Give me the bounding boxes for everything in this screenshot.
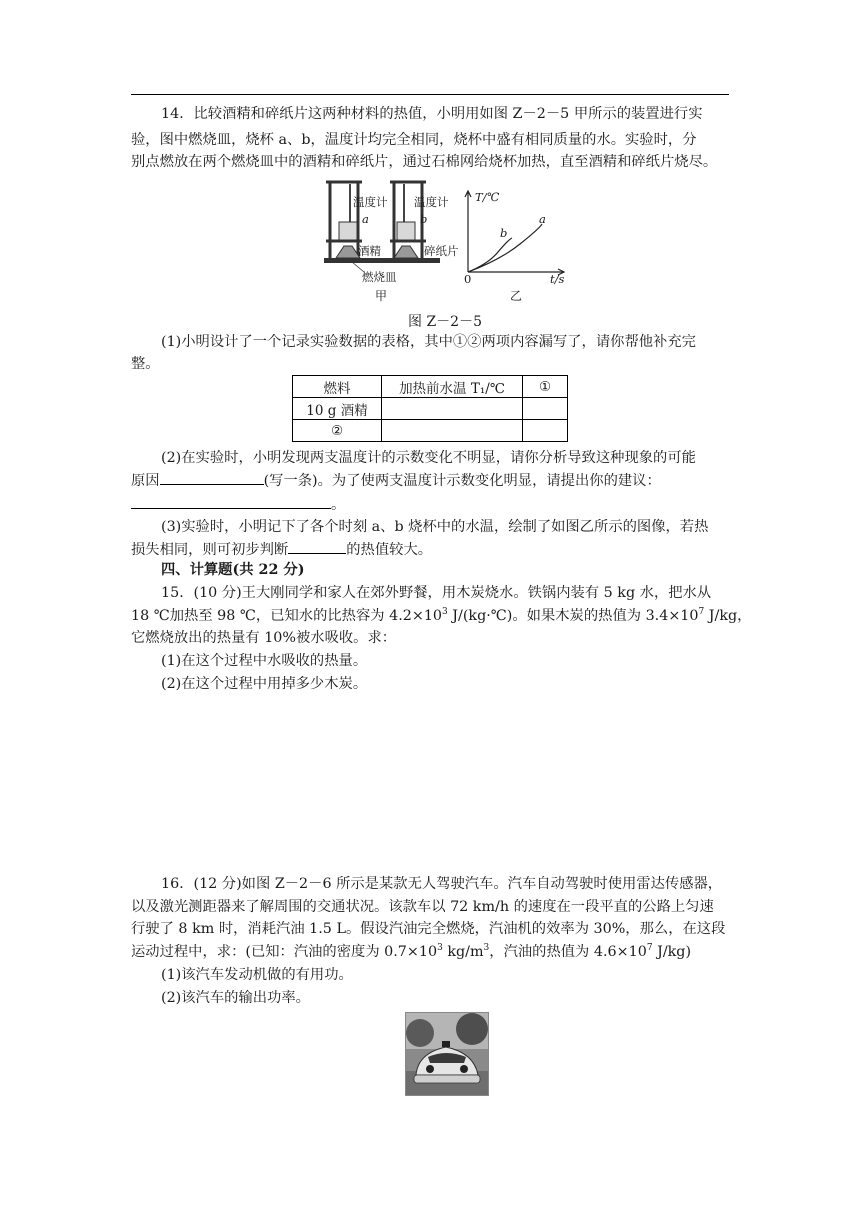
- q14-line-2: 验，图中燃烧皿，烧杯 a、b，温度计均完全相同，烧杯中盛有相同质量的水。实验时，分: [131, 132, 697, 148]
- table-row: [293, 398, 568, 420]
- q14-part2-line-1: (2)在实验时，小明发现两支温度计的示数变化不明显，请你分析导致这种现象的可能: [161, 450, 696, 466]
- table-cell: [382, 420, 523, 442]
- sub-caption-jia: 甲: [375, 289, 388, 303]
- label-dish: 燃烧皿: [362, 270, 397, 284]
- q15-line-2: [131, 606, 752, 626]
- exponent: 3: [442, 607, 448, 618]
- graph-x-label: t/s: [550, 272, 565, 286]
- curve-b: [468, 238, 512, 272]
- text: 。: [331, 497, 346, 513]
- table-cell: [523, 420, 568, 442]
- text: 损失相同，则可初步判断: [131, 542, 289, 558]
- exponent: 3: [437, 943, 443, 954]
- q14-part1-line-1: (1)小明设计了一个记录实验数据的表格，其中①②两项内容漏写了，请你帮他补充完: [161, 334, 696, 350]
- q14-part1-line-2: 整。: [131, 356, 160, 372]
- q15-part2: (2)在这个过程中用掉多少木炭。: [161, 676, 368, 692]
- graph-origin: 0: [464, 272, 472, 286]
- table-cell: [382, 398, 523, 420]
- q15-line-3: 它燃烧放出的热量有 10%被水吸收。求：: [131, 630, 397, 646]
- text: 原因: [131, 473, 160, 489]
- q14-part2-line-2: [131, 470, 733, 491]
- graph-y-label: T/℃: [475, 190, 500, 204]
- table-row: [293, 420, 568, 442]
- answer-blank-suggestion[interactable]: [131, 494, 331, 509]
- q14-part3-line-2: [131, 539, 733, 560]
- q14-part2-line-3: [131, 494, 733, 515]
- self-driving-car-photo: [405, 1012, 489, 1096]
- label-thermometer-right: 温度计: [414, 195, 449, 209]
- text: 的热值较大。: [346, 542, 433, 558]
- answer-blank-reason[interactable]: [160, 470, 264, 485]
- table-cell: ①: [523, 376, 568, 398]
- q16-line-4: [131, 942, 733, 962]
- q16-part2: (2)该汽车的输出功率。: [161, 990, 310, 1006]
- q16-line-3: 行驶了 8 km 时，消耗汽油 1.5 L。假设汽油完全燃烧，汽油机的效率为 30%，那么，在这段: [131, 921, 726, 937]
- left-burner: [336, 246, 360, 258]
- q16-line-2: 以及激光测距器来了解周围的交通状况。该款车以 72 km/h 的速度在一段平直的公路上匀速: [131, 899, 714, 915]
- q16-part1: (1)该汽车发动机做的有用功。: [161, 967, 353, 983]
- table-cell: ②: [293, 420, 382, 442]
- q14-line-3: 别点燃放在两个燃烧皿中的酒精和碎纸片，通过石棉网给烧杯加热，直至酒精和碎纸片烧尽。: [131, 154, 718, 170]
- q14-line-1: 14．比较酒精和碎纸片这两种材料的热值，小明用如图 Z－2－5 甲所示的装置进行实: [161, 106, 703, 122]
- record-table: [292, 375, 568, 442]
- label-beaker-b: b: [420, 212, 428, 226]
- table-cell: 10 g 酒精: [293, 398, 382, 420]
- base-plate: [324, 258, 440, 263]
- beaker-a: [339, 222, 357, 240]
- exponent: 7: [698, 607, 705, 618]
- top-rule: [131, 94, 729, 95]
- table-row: [293, 376, 568, 398]
- text: J/(kg·℃)。如果木炭的热值为 3.4×10: [447, 608, 699, 624]
- section-title: 四、计算题(共 22 分): [161, 562, 305, 578]
- table-cell: [523, 398, 568, 420]
- q15-part1: (1)在这个过程中水吸收的热量。: [161, 653, 368, 669]
- answer-blank-fuel[interactable]: [288, 539, 346, 554]
- text: 运动过程中，求：(已知：汽油的密度为 0.7×10: [131, 944, 438, 960]
- label-paper: 碎纸片: [424, 244, 459, 258]
- q14-part3-line-1: (3)实验时，小明记下了各个时刻 a、b 烧杯中的水温，绘制了如图乙所示的图像，若热: [161, 519, 709, 535]
- exponent: 7: [646, 943, 653, 954]
- text: 18 ℃加热至 98 ℃，已知水的比热容为 4.2×10: [131, 608, 443, 624]
- graph-curve-b-label: b: [500, 226, 508, 240]
- label-alcohol: 酒精: [358, 244, 381, 258]
- label-thermometer-left: 温度计: [353, 195, 388, 209]
- text: kg/m: [442, 944, 484, 960]
- text: (写一条)。为了使两支温度计示数变化明显，请提出你的建议：: [263, 473, 661, 489]
- q16-line-1: 16．(12 分)如图 Z－2－6 所示是某款无人驾驶汽车。汽车自动驾驶时使用雷达传感器，: [161, 876, 723, 892]
- text: J/kg，: [704, 608, 752, 624]
- label-beaker-a: a: [362, 212, 369, 226]
- exponent: 3: [483, 943, 490, 954]
- text: J/kg): [652, 944, 692, 960]
- sub-caption-yi: 乙: [510, 289, 523, 303]
- right-burner: [394, 246, 418, 258]
- beaker-b: [397, 222, 415, 240]
- text: ，汽油的热值为 4.6×10: [489, 944, 647, 960]
- car-illustration: [406, 1013, 488, 1095]
- table-cell: 加热前水温 T₁/℃: [382, 376, 523, 398]
- q15-line-1: 15．(10 分)王大刚同学和家人在郊外野餐，用木炭烧水。铁锅内装有 5 kg 水，把水从: [161, 585, 712, 601]
- table-cell: 燃料: [293, 376, 382, 398]
- figure-caption-z25: 图 Z－2－5: [408, 314, 482, 330]
- graph-curve-a-label: a: [539, 212, 546, 226]
